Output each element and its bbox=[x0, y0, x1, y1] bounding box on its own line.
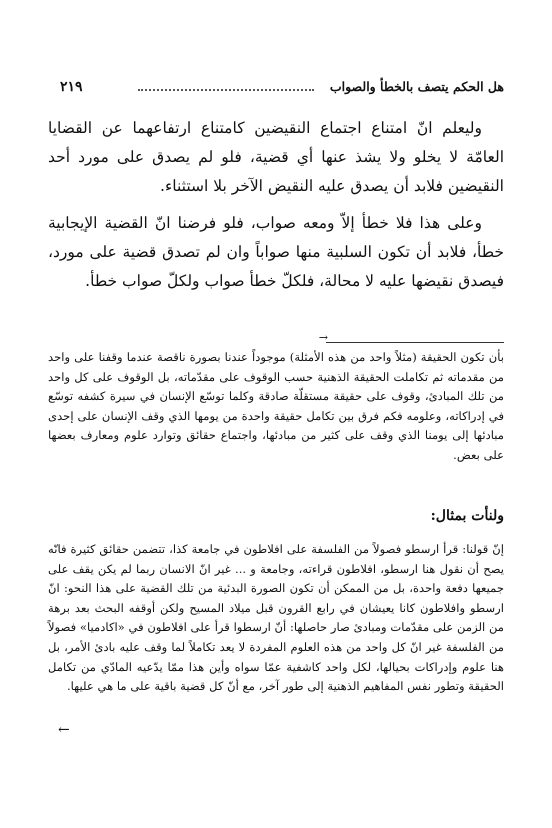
page-number: ٢١٩ bbox=[60, 79, 83, 95]
header-dot-leader bbox=[138, 89, 314, 91]
footnote-continuation-arrow: → bbox=[318, 331, 328, 344]
continue-arrow: ← bbox=[58, 722, 70, 738]
main-paragraph: وليعلم انّ امتناع اجتماع النقيضين كامتناع ارتفاعهما عن القضايا العامّة لا يخلو ولا يشذ عنها أي قضية، فلو لم يصدق على مورد أحد النقيضين فلابد أن يصدق عليه النقيض الآخر بلا استثناء. bbox=[48, 119, 504, 195]
footnote-separator bbox=[326, 342, 504, 343]
example-text bbox=[48, 540, 504, 697]
footnote bbox=[48, 348, 504, 465]
footnote-text: بأن تكون الحقيقة (مثلاً واحد من هذه الأمثلة) موجوداً عندنا بصورة ناقصة عندما وقفنا على واحد من مقدماته ثم تكاملت الحقيقة الذهنية حسب الوقوف على مقدّماته، بل الوقوف على كل واحد من تلك المبادئ، وقوف على حقيقة مستقلّة صادقة وكلما توسّع الإنسان في سيرة كشفه توسّع في إدراكاته، وعلومه فكم فرق بين تكامل حقيقة واحدة من يومها الذي وقف الإنسان على إحدى مبادئها إلى يومنا الذي وقف على كثير من مبادئها، واجتماع حقائق وتوارد علوم ومعارف بعضها على بعض. bbox=[48, 350, 504, 462]
main-paragraph: وعلى هذا فلا خطأ إلاّ ومعه صواب، فلو فرضنا انّ القضية الإيجابية خطأ، فلابد أن تكون السلبية منها صواباً وان لم تصدق قضية على مورد، فيصدق نقيضها عليه لا محالة، فلكلّ خطأ صواب ولكلّ صواب خطأ. bbox=[48, 214, 504, 290]
running-header bbox=[60, 76, 504, 98]
example-paragraph: إنّ قولنا: قرأ ارسطو فصولاً من الفلسفة على افلاطون في جامعة كذا، تتضمن حقائق كثيرة فانّه يصح أن نقول هنا ارسطو، افلاطون قراءته، وجامعة و ... غير انّ الانسان ربما لم يكن يقف على جميعها دفعة واحدة، بل من الممكن أن تكون الصورة البدئية من تلك القضية على هذا النحو: انّ ارسطو وافلاطون كانا يعيشان في رابع القرون قبل ميلاد المسيح ولكن أوقفه البحث بعد برهة من الزمن على مقدّمات ومبادئ صار حاصلها: أنّ ارسطوا قرأ على افلاطون في «اكادميا» فصولاً من الفلسفة غير انّ كل واحد من هذه العلوم المفردة لا يعد تكاملاً لما وقف عليه بادئ الأمر، بل هنا علوم وإدراكات بحيالها، لكل واحد كاشفية عمّا سواه وأين هذا ممّا يدّعيه المادّي من تكامل الحقيقة وتطور نفس المفاهيم الذهنية إلى طور آخر، مع أنّ كل قضية باقية على ما هي عليها. bbox=[48, 542, 505, 694]
section-heading: ولنأت بمثال: bbox=[430, 508, 504, 524]
running-title: هل الحكم يتصف بالخطأ والصواب bbox=[329, 79, 504, 94]
main-text bbox=[48, 114, 504, 304]
